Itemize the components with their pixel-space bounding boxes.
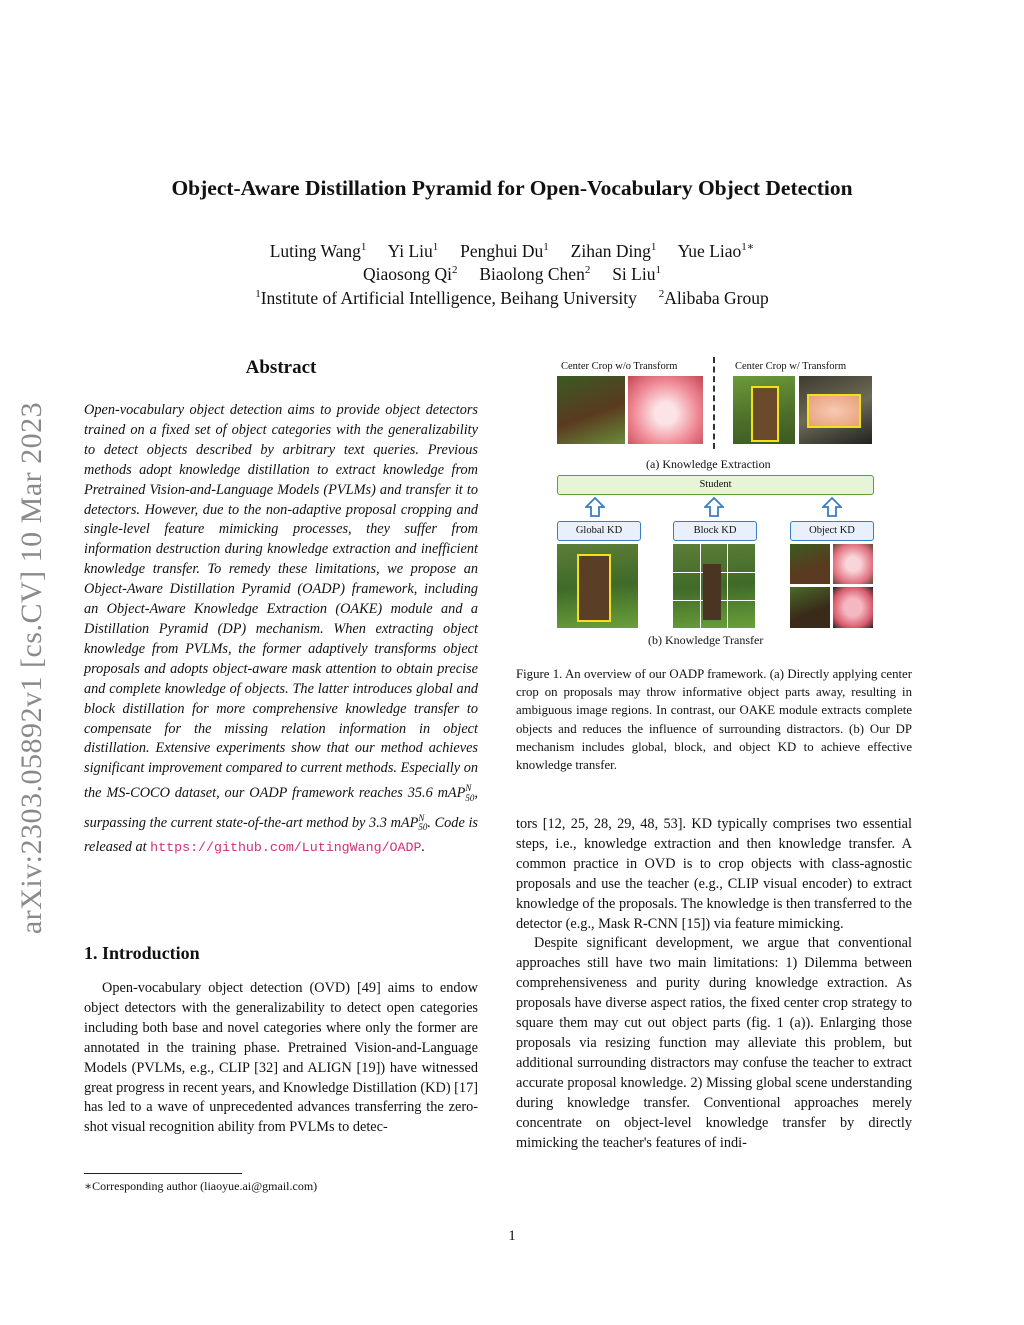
fig-subcaption-b: (b) Knowledge Transfer [648, 633, 764, 647]
abstract-body: Open-vocabulary object detection aims to provide object detectors trained on a fixed set of object categories with the generalizability to detect objects described by arbitrary text queries. Previous methods adopt knowledge distillation to extract knowledge from Pretrained Vision-and-Language Models (PVLMs) and transfer it to detectors. However, due to the non-adaptive proposal cropping and single-level feature mimicking processes, they suffer from information destruction during knowledge extraction and inefficient knowledge transfer. To remedy these limitations, we propose an Object-Aware Distillation Pyramid (OADP) framework, including an Object-Aware Knowledge Extraction (OAKE) module and a Distillation Pyramid (DP) mechanism. When extracting object knowledge from PVLMs, the former adaptively transforms object proposals and adopts object-aware mask attention to obtain precise and complete knowledge of objects. The latter introduces global and block distillation for more comprehensive knowledge transfer to compensate for the missing relation information in object distillation. Extensive experiments show that our method achieves significant improvement compared to current methods. Especially on the MS-COCO dataset, our OADP framework reaches 35.6 mAP$^N_{50}$, surpassing the current state-of-the-art method by 3.3 mAP$^N_{50}$. Code is released at https://github.com/LutingWang/OADP. [84, 402, 478, 856]
grid-line [727, 544, 728, 628]
author: Yi Liu$^1$ [387, 240, 439, 261]
author: Luting Wang$^1$ [269, 240, 367, 261]
fig-subcaption-a: (a) Knowledge Extraction [646, 457, 771, 471]
intro-heading: 1. Introduction [84, 943, 200, 963]
up-arrow-icon [704, 497, 724, 517]
figure-caption: Figure 1. An overview of our OADP framework. (a) Directly applying center crop on proposals may throw informative object parts away, resulting in ambiguous image regions. In contrast, our OAKE module extracts complete objects and reduces the influence of surrounding distractors. (b) Our DP mechanism includes global, block, and object KD to achieve effective knowledge transfer. [516, 667, 912, 773]
block-kd-box: Block KD [673, 521, 757, 541]
page-number: 1 [508, 1228, 516, 1244]
object-crop-4 [833, 587, 873, 628]
frisbee-box-image [799, 376, 872, 444]
object-crop-3 [790, 587, 830, 628]
fig-label-crop-w: Center Crop w/ Transform [735, 361, 847, 372]
footnote-rule [84, 1173, 242, 1174]
yellow-box [751, 386, 779, 442]
footnote: ∗Corresponding author (liaoyue.ai@gmail.com) [84, 1179, 318, 1193]
author: Zihan Ding$^1$ [570, 240, 657, 261]
author: Si Liu$^1$ [612, 264, 661, 284]
right-column-body: tors [12, 25, 28, 29, 48, 53]. KD typically comprises two essential steps, i.e., knowledge extraction and then knowledge transfer. A common practice in OVD is to crop objects with class-agnostic proposals and use the teacher (e.g., CLIP visual encoder) to extract knowledge of the proposals. The knowledge is then transferred to the detector (e.g., Mask R-CNN [15]) via feature mimicking. Despite significant development, we argue that conventional approaches still have two main limitations: 1) Dilemma between comprehensiveness and purity during knowledge extraction. As proposals have diverse aspect ratios, the fixed center crop strategy to square them may cut out object parts (fig. 1 (a)). Enlarging those proposals via resizing function may alleviate this problem, but additional surrounding distractors may confuse the teacher to extract accurate proposal knowledge. 2) Missing global scene understanding during knowledge transfer. Conventional approaches merely concentrate on object-level knowledge transfer by directly mimicking the teacher's features of indi- [516, 816, 912, 1151]
author: Penghui Du$^1$ [460, 240, 549, 261]
author: Qiaosong Qi$^2$ [363, 264, 458, 284]
authors-line-2 [0, 264, 1024, 285]
global-kd-box: Global KD [557, 521, 641, 541]
arxiv-identifier: arXiv:2303.05892v1 [cs.CV] 10 Mar 2023 [15, 401, 48, 935]
affiliation: $^1$Institute of Artificial Intelligence, Beihang University [255, 288, 637, 308]
dog-image [557, 376, 625, 444]
up-arrow-icon [822, 497, 842, 517]
grid-line [700, 544, 701, 628]
figure-1 [554, 357, 876, 651]
object-crop-2 [833, 544, 873, 584]
up-arrow-icon [585, 497, 605, 517]
arxiv-sidebar [0, 358, 60, 978]
affiliation: $^2$Alibaba Group [658, 288, 769, 308]
dog-box-image [733, 376, 795, 444]
paper-title: Object-Aware Distillation Pyramid for Open-Vocabulary Object Detection [171, 176, 853, 200]
code-link[interactable]: https://github.com/LutingWang/OADP [150, 840, 422, 856]
intro-paragraph: Open-vocabulary object detection (OVD) [49] aims to endow object detectors with the generalizability to detect open categories including both base and novel categories where only the former are annotated in the training phase. Pretrained Vision-and-Language Models (PVLMs, e.g., CLIP [32] and ALIGN [19]) have witnessed great progress in recent years, and Knowledge Distillation (KD) [17] has led to a wave of unprecedented advances transferring the zero-shot visual recognition ability from PVLMs to detec- [84, 980, 478, 1136]
affiliations [0, 288, 1024, 309]
yellow-box [577, 554, 611, 622]
student-box: Student [557, 475, 874, 495]
frisbee-image [628, 376, 703, 444]
yellow-box [807, 394, 861, 428]
global-image [557, 544, 638, 628]
dashed-divider [713, 357, 715, 449]
abstract-heading: Abstract [245, 357, 317, 378]
authors-line-1 [0, 240, 1024, 262]
dog-figure [703, 564, 721, 620]
block-image [673, 544, 755, 628]
fig-label-crop-wo: Center Crop w/o Transform [561, 361, 678, 372]
object-kd-box: Object KD [790, 521, 874, 541]
author: Yue Liao$^{1∗}$ [677, 240, 755, 261]
author: Biaolong Chen$^2$ [479, 264, 591, 284]
object-crop-1 [790, 544, 830, 584]
